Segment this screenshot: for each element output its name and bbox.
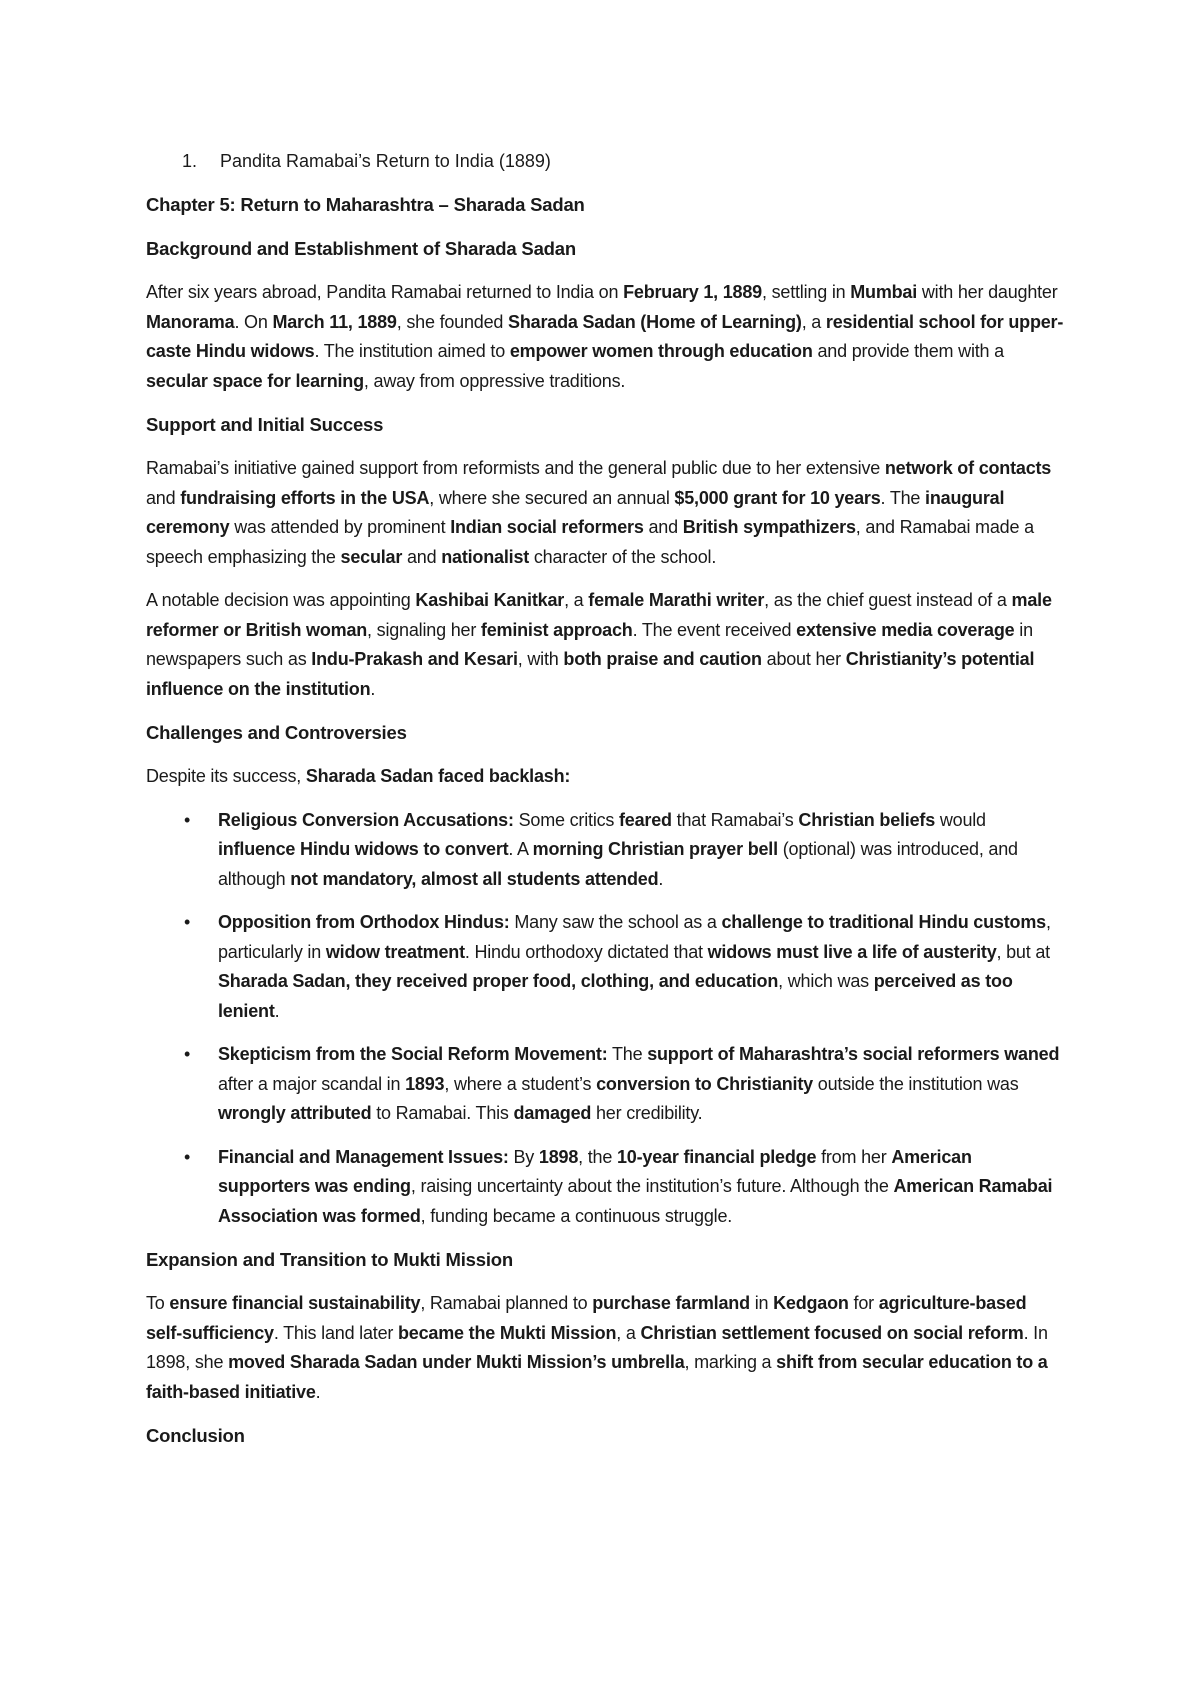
- bold-text-run: Indian social reformers: [450, 517, 644, 537]
- bold-text-run: widows must live a life of austerity: [707, 941, 997, 962]
- text-run: The: [607, 1044, 648, 1064]
- text-run: , raising uncertainty about the institution’s future. Although the: [410, 1176, 894, 1196]
- bold-text-run: Kedgaon: [773, 1293, 849, 1313]
- bold-text-run: feared: [619, 809, 672, 830]
- bullet-text: [218, 912, 1051, 1021]
- bold-text-run: moved Sharada Sadan under Mukti Mission’s umbrella: [228, 1352, 685, 1372]
- text-run: , which was: [778, 971, 874, 991]
- text-run: By: [508, 1146, 539, 1167]
- list-item-text: Pandita Ramabai’s Return to India (1889): [220, 151, 551, 171]
- text-run: . On: [234, 311, 273, 332]
- text-run: and: [643, 517, 683, 537]
- bullet-text: [218, 810, 1018, 889]
- paragraph-challenges-intro: [146, 762, 1066, 792]
- bold-text-run: Christianity’s potential influence on the institution: [146, 649, 1035, 699]
- text-run: . This land later: [273, 1322, 398, 1343]
- bold-text-run: Christian beliefs: [798, 809, 936, 830]
- text-run: , marking a: [684, 1352, 777, 1372]
- bold-text-run: Sharada Sadan, they received proper food, clothing, and education: [218, 971, 779, 991]
- section-heading-challenges: Challenges and Controversies: [146, 722, 407, 743]
- bold-text-run: Financial and Management Issues:: [218, 1146, 509, 1167]
- bold-text-run: March 11, 1889: [272, 311, 397, 332]
- text-run: Many saw the school as a: [509, 912, 722, 932]
- bold-text-run: February 1, 1889: [623, 282, 762, 302]
- text-run: , and Ramabai made a speech emphasizing the: [146, 517, 1034, 567]
- bold-text-run: 10-year financial pledge: [616, 1146, 817, 1167]
- bold-text-run: ensure financial sustainability: [169, 1293, 421, 1313]
- bold-text-run: female Marathi writer: [588, 590, 765, 610]
- bold-text-run: agriculture-based self-sufficiency: [146, 1293, 1027, 1343]
- bold-text-run: Christian settlement focused on social reform: [640, 1322, 1024, 1343]
- bold-text-run: shift from secular education to a faith-based initiative: [146, 1352, 1048, 1402]
- text-run: her credibility.: [591, 1103, 703, 1123]
- bold-text-run: damaged: [513, 1103, 592, 1123]
- bullet-icon: •: [184, 912, 191, 932]
- bold-text-run: $5,000 grant for 10 years: [674, 487, 881, 508]
- text-run: .: [274, 1000, 280, 1021]
- bold-text-run: purchase farmland: [592, 1293, 750, 1313]
- text-run: Ramabai’s initiative gained support from reformists and the general public due to her extensive: [146, 458, 885, 478]
- text-run: from her: [816, 1146, 892, 1167]
- text-run: . In 1898, she: [146, 1322, 1048, 1372]
- bold-text-run: feminist approach: [480, 619, 633, 640]
- text-run: about her: [761, 649, 846, 669]
- text-run: , particularly in: [218, 912, 1051, 962]
- bold-text-run: inaugural ceremony: [146, 487, 1005, 537]
- paragraph-support-2: [146, 586, 1066, 704]
- document-body: [146, 146, 1066, 1465]
- bold-text-run: not mandatory, almost all students attended: [290, 868, 659, 889]
- section-heading-background: Background and Establishment of Sharada Sadan: [146, 238, 576, 259]
- text-run: character of the school.: [529, 546, 717, 567]
- bold-text-run: Kashibai Kanitkar: [415, 590, 565, 610]
- chapter-title: Chapter 5: Return to Maharashtra – Sharada Sadan: [146, 194, 585, 215]
- text-run: .: [658, 868, 664, 889]
- bold-text-run: extensive media coverage: [796, 619, 1015, 640]
- text-run: .: [370, 678, 376, 699]
- bold-text-run: Mumbai: [850, 282, 918, 302]
- section-heading-expansion: Expansion and Transition to Mukti Mission: [146, 1249, 513, 1270]
- text-run: Some critics: [513, 809, 620, 830]
- text-run: . The event received: [632, 619, 797, 640]
- text-run: with her daughter: [917, 282, 1058, 302]
- section-heading-conclusion: Conclusion: [146, 1425, 245, 1446]
- paragraph-expansion: [146, 1289, 1066, 1407]
- bold-text-run: Opposition from Orthodox Hindus:: [218, 912, 510, 932]
- challenges-bullet-list: [146, 806, 1066, 1232]
- text-run: to Ramabai. This: [371, 1103, 514, 1123]
- text-run: in newspapers such as: [146, 619, 1033, 669]
- list-item: [146, 1040, 1066, 1129]
- bold-text-run: nationalist: [441, 546, 530, 567]
- bullet-text: [218, 1147, 1052, 1226]
- bold-text-run: secular: [340, 546, 403, 567]
- bold-text-run: Manorama: [146, 311, 235, 332]
- text-run: A notable decision was appointing: [146, 590, 416, 610]
- text-run: after a major scandal in: [218, 1073, 406, 1094]
- text-run: , a: [801, 311, 826, 332]
- paragraph-support-1: [146, 454, 1066, 572]
- text-run: , with: [517, 649, 564, 669]
- text-run: , settling in: [761, 282, 851, 302]
- text-run: , the: [578, 1146, 617, 1167]
- text-run: . The institution aimed to: [314, 341, 510, 361]
- text-run: , but at: [996, 941, 1050, 962]
- list-item: [146, 1143, 1066, 1232]
- bold-text-run: Sharada Sadan faced backlash:: [305, 766, 571, 786]
- bold-text-run: American Ramabai Association was formed: [218, 1176, 1053, 1226]
- bullet-icon: •: [184, 1146, 191, 1167]
- text-run: To: [146, 1293, 170, 1313]
- bold-text-run: influence Hindu widows to convert: [218, 839, 509, 859]
- bold-text-run: American supporters was ending: [218, 1146, 972, 1196]
- text-run: was attended by prominent: [229, 517, 451, 537]
- list-number: 1.: [182, 151, 198, 171]
- text-run: , as the chief guest instead of a: [764, 590, 1012, 610]
- bold-text-run: became the Mukti Mission: [398, 1322, 617, 1343]
- bullet-icon: •: [184, 809, 191, 830]
- text-run: , signaling her: [367, 619, 481, 640]
- bold-text-run: conversion to Christianity: [596, 1073, 813, 1094]
- text-run: outside the institution was: [812, 1073, 1019, 1094]
- bold-text-run: wrongly attributed: [218, 1103, 372, 1123]
- bullet-icon: •: [184, 1044, 191, 1064]
- text-run: , a: [564, 590, 589, 610]
- bold-text-run: Skepticism from the Social Reform Movement:: [218, 1044, 608, 1064]
- bold-text-run: Sharada Sadan (Home of Learning): [508, 311, 802, 332]
- bold-text-run: secular space for learning: [146, 370, 364, 391]
- bold-text-run: residential school for upper-caste Hindu widows: [146, 311, 1064, 361]
- paragraph-background: [146, 278, 1066, 396]
- bold-text-run: morning Christian prayer bell: [532, 839, 778, 859]
- text-run: . Hindu orthodoxy dictated that: [464, 941, 708, 962]
- text-run: . The: [880, 487, 926, 508]
- list-item: [146, 806, 1066, 895]
- bold-text-run: challenge to traditional Hindu customs: [721, 912, 1046, 932]
- text-run: , Ramabai planned to: [420, 1293, 593, 1313]
- bold-text-run: male reformer or British woman: [146, 590, 1052, 640]
- list-item: [146, 908, 1066, 1026]
- text-run: that Ramabai’s: [671, 809, 799, 830]
- bold-text-run: 1893: [405, 1073, 445, 1094]
- bullet-text: [218, 1044, 1059, 1123]
- bold-text-run: network of contacts: [884, 458, 1052, 478]
- text-run: , where a student’s: [444, 1073, 597, 1094]
- text-run: , she founded: [396, 311, 509, 332]
- text-run: , a: [616, 1322, 641, 1343]
- text-run: , where she secured an annual: [429, 487, 675, 508]
- bold-text-run: both praise and caution: [563, 649, 762, 669]
- bold-text-run: empower women through education: [509, 341, 813, 361]
- bold-text-run: support of Maharashtra’s social reformers waned: [647, 1044, 1060, 1064]
- bold-text-run: perceived as too lenient: [218, 971, 1013, 1021]
- bold-text-run: 1898: [538, 1146, 579, 1167]
- text-run: and provide them with a: [812, 341, 1004, 361]
- bold-text-run: Indu-Prakash and Kesari: [311, 649, 518, 669]
- bold-text-run: British sympathizers: [682, 517, 856, 537]
- bold-text-run: fundraising efforts in the USA: [180, 487, 430, 508]
- text-run: After six years abroad, Pandita Ramabai returned to India on: [146, 282, 624, 302]
- text-run: for: [848, 1293, 879, 1313]
- section-heading-support: Support and Initial Success: [146, 414, 384, 435]
- text-run: in: [749, 1293, 774, 1313]
- text-run: and: [402, 546, 442, 567]
- text-run: (optional) was introduced, and although: [218, 839, 1018, 889]
- text-run: would: [935, 809, 986, 830]
- text-run: Despite its success,: [146, 766, 306, 786]
- numbered-list-item: [182, 146, 1066, 176]
- text-run: . A: [508, 839, 533, 859]
- text-run: .: [315, 1381, 321, 1402]
- text-run: and: [146, 487, 181, 508]
- text-run: , funding became a continuous struggle.: [420, 1205, 733, 1226]
- bold-text-run: Religious Conversion Accusations:: [218, 809, 514, 830]
- bold-text-run: widow treatment: [325, 941, 465, 962]
- text-run: , away from oppressive traditions.: [363, 370, 626, 391]
